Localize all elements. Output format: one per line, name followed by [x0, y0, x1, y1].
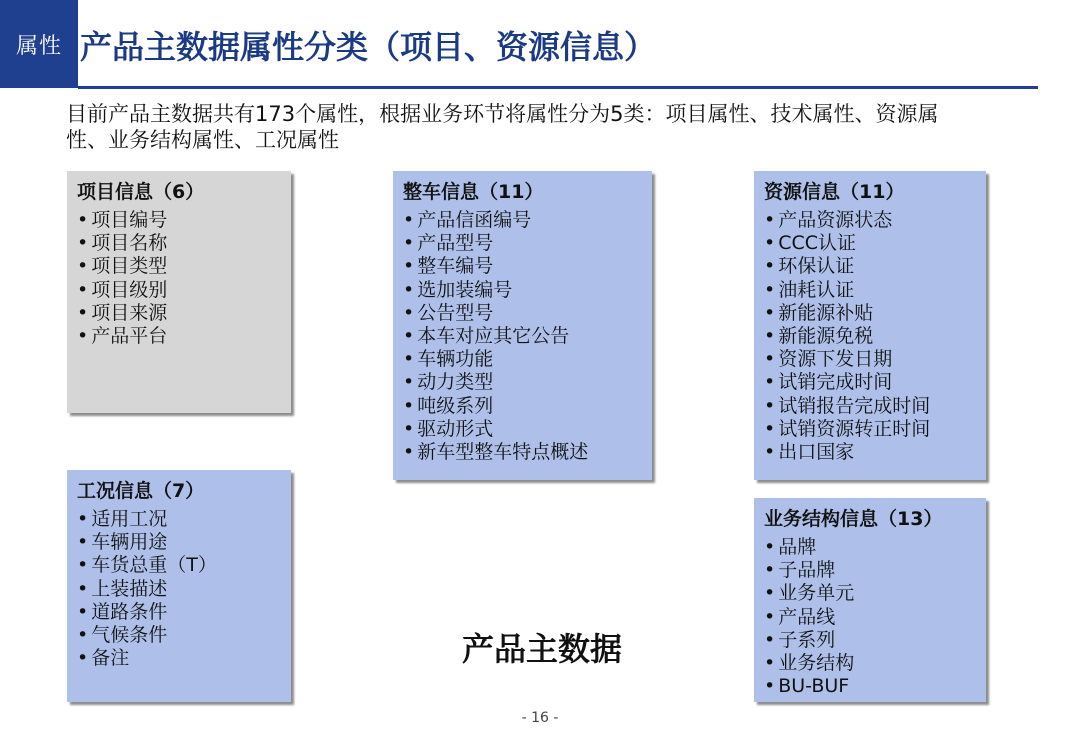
list-item: • 项目级别 — [77, 279, 291, 302]
list-item: • 车货总重（T） — [77, 554, 291, 577]
box-list — [764, 536, 986, 698]
list-item: • 油耗认证 — [764, 279, 986, 302]
list-item: • 品牌 — [764, 536, 986, 559]
list-item: • 驱动形式 — [403, 418, 652, 441]
box-header: 资源信息（11） — [764, 181, 905, 203]
page-title: 产品主数据属性分类（项目、资源信息） — [80, 28, 657, 66]
list-item: • 项目名称 — [77, 232, 291, 255]
title-divider — [78, 86, 1038, 89]
list-item: • 产品资源状态 — [764, 209, 986, 232]
center-label: 产品主数据 — [462, 630, 623, 668]
list-item: • 道路条件 — [77, 601, 291, 624]
box-header: 业务结构信息（13） — [764, 508, 943, 530]
list-item: • 项目编号 — [77, 209, 291, 232]
list-item: • 新车型整车特点概述 — [403, 441, 652, 464]
page-number: - 16 - — [521, 710, 559, 726]
list-item: • 选加装编号 — [403, 279, 652, 302]
intro-text: 目前产品主数据共有173个属性，根据业务环节将属性分为5类：项目属性、技术属性、资源属性、业务结构属性、工况属性 — [66, 102, 939, 152]
business-structure-box — [754, 498, 986, 702]
box-list — [764, 209, 986, 464]
list-item: • 产品信函编号 — [403, 209, 652, 232]
list-item: • 环保认证 — [764, 255, 986, 278]
box-header: 工况信息（7） — [77, 480, 205, 502]
list-item: • 动力类型 — [403, 371, 652, 394]
list-item: • 公告型号 — [403, 302, 652, 325]
list-item: • 业务单元 — [764, 582, 986, 605]
box-list — [77, 209, 291, 348]
list-item: • 项目类型 — [77, 255, 291, 278]
list-item: • 产品平台 — [77, 325, 291, 348]
list-item: • 车辆功能 — [403, 348, 652, 371]
list-item: • 本车对应其它公告 — [403, 325, 652, 348]
box-list — [77, 508, 291, 670]
list-item: • 整车编号 — [403, 255, 652, 278]
list-item: • 子品牌 — [764, 559, 986, 582]
list-item: • 出口国家 — [764, 441, 986, 464]
list-item: • 适用工况 — [77, 508, 291, 531]
box-header: 项目信息（6） — [77, 181, 205, 203]
list-item: • 试销报告完成时间 — [764, 395, 986, 418]
list-item: • CCC认证 — [764, 232, 986, 255]
list-item: • 产品型号 — [403, 232, 652, 255]
box-header: 整车信息（11） — [403, 181, 544, 203]
resource-info-box — [754, 171, 986, 480]
list-item: • 上装描述 — [77, 578, 291, 601]
list-item: • 资源下发日期 — [764, 348, 986, 371]
working-condition-box — [67, 470, 291, 702]
vehicle-info-box — [393, 171, 652, 480]
list-item: • 吨级系列 — [403, 395, 652, 418]
project-info-box — [67, 171, 291, 413]
list-item: • 产品线 — [764, 606, 986, 629]
box-list — [403, 209, 652, 464]
section-tag: 属性 — [0, 0, 78, 88]
list-item: • 车辆用途 — [77, 531, 291, 554]
list-item: • 试销资源转正时间 — [764, 418, 986, 441]
list-item: • 子系列 — [764, 629, 986, 652]
list-item: • 项目来源 — [77, 302, 291, 325]
list-item: • 业务结构 — [764, 652, 986, 675]
list-item: • 新能源免税 — [764, 325, 986, 348]
list-item: • 气候条件 — [77, 624, 291, 647]
list-item: • 备注 — [77, 647, 291, 670]
list-item: • 试销完成时间 — [764, 371, 986, 394]
list-item: • BU-BUF — [764, 675, 986, 698]
list-item: • 新能源补贴 — [764, 302, 986, 325]
